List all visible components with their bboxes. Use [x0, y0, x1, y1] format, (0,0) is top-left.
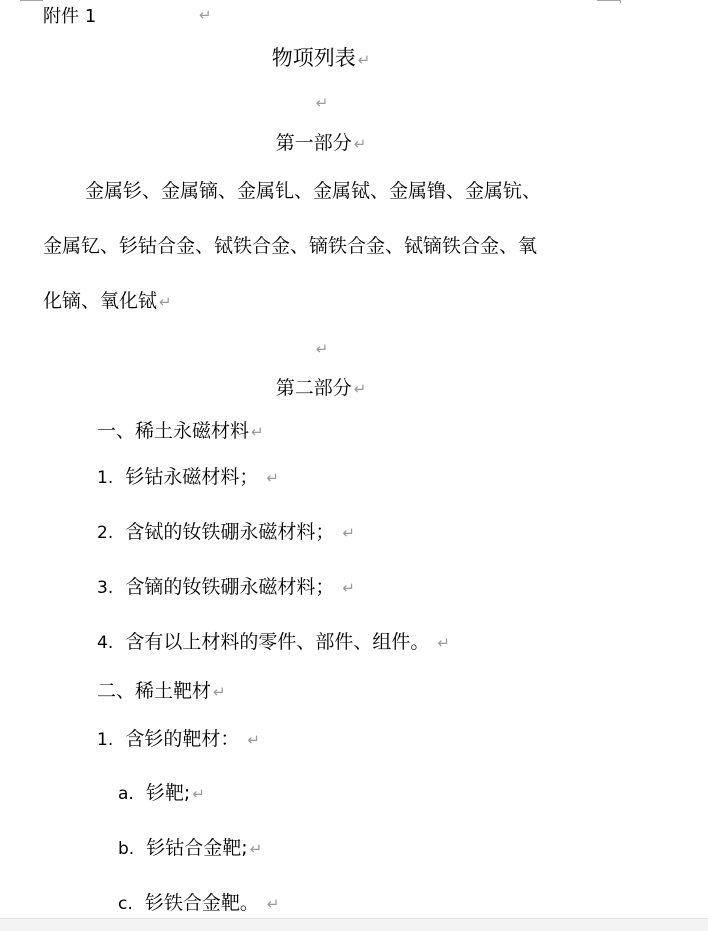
sub-list-item-text: 钐钴合金靶;: [146, 837, 248, 859]
part1-body-line-3: [43, 289, 172, 314]
sub-list-item-text: 钐靶;: [145, 782, 191, 804]
list-item-text: 钐钴永磁材料；: [125, 466, 259, 488]
status-bar-edge: [0, 918, 708, 931]
empty-paragraph: [0, 336, 642, 361]
crop-mark-right-h: [597, 0, 621, 1]
part1-heading: [0, 131, 642, 156]
paragraph-mark: ↵: [247, 731, 260, 749]
paragraph-mark: ↵: [266, 895, 280, 913]
list-item-number: 3.: [97, 578, 114, 598]
part1-heading-text: 第一部分: [275, 132, 352, 154]
part2-heading-text: 第二部分: [275, 377, 352, 399]
sub-list-item-letter: b.: [118, 839, 135, 859]
paragraph-mark: ↵: [353, 135, 367, 153]
paragraph-mark: ↵: [437, 634, 450, 652]
paragraph-mark: ↵: [249, 840, 263, 858]
part1-body-text: 金属钐、金属镝、金属钆、金属铽、金属镥、金属钪、: [85, 180, 542, 202]
section2-title: [97, 679, 226, 704]
paragraph-mark: ↵: [251, 423, 264, 441]
list-item-text: 含镝的钕铁硼永磁材料；: [125, 576, 335, 598]
paragraph-mark: ↵: [315, 340, 329, 358]
sub-list-item-letter: c.: [118, 894, 133, 914]
attachment-label: [43, 5, 96, 29]
list-item-number: 1.: [97, 468, 114, 488]
paragraph-mark: ↵: [353, 380, 367, 398]
part1-body-line-2: [43, 234, 537, 258]
list-item: [97, 727, 260, 752]
part1-body-text: 金属钇、钐钴合金、铽铁合金、镝铁合金、铽镝铁合金、氧: [43, 235, 538, 257]
paragraph-mark: ↵: [192, 785, 205, 803]
list-item-text: 含钐的靶材：: [125, 728, 240, 750]
list-item-number: 4.: [97, 633, 114, 653]
paragraph-mark: ↵: [213, 683, 226, 701]
section1-title: [97, 419, 264, 444]
part1-body-line-1: [85, 179, 541, 203]
list-item-text: 含铽的钕铁硼永磁材料；: [125, 521, 335, 543]
sub-list-item-letter: a.: [118, 784, 134, 804]
crop-mark-left-h: [20, 0, 43, 1]
part2-heading: [0, 376, 642, 401]
sub-list-item: [118, 781, 205, 806]
paragraph-mark: ↵: [357, 51, 371, 69]
list-item: [97, 465, 279, 490]
list-item: [97, 520, 355, 545]
list-item: [97, 575, 355, 600]
paragraph-mark: ↵: [159, 293, 172, 311]
attachment-label-text: 附件 1: [43, 6, 97, 27]
document-title: [0, 46, 642, 72]
list-item: [97, 630, 450, 655]
paragraph-mark: ↵: [315, 94, 329, 112]
list-item-number: 1.: [97, 730, 114, 750]
sub-list-item-text: 钐铁合金靶。: [144, 892, 259, 914]
paragraph-mark: ↵: [342, 579, 355, 597]
section1-title-text: 一、稀土永磁材料: [97, 420, 250, 442]
paragraph-mark: ↵: [266, 469, 279, 487]
document-title-text: 物项列表: [271, 46, 356, 70]
part1-body-text: 化镝、氧化铽: [43, 290, 158, 312]
empty-paragraph: [0, 90, 642, 115]
paragraph-mark: ↵: [342, 524, 355, 542]
crop-mark-right-v: [620, 0, 621, 3]
sub-list-item: [118, 836, 262, 861]
list-item-text: 含有以上材料的零件、部件、组件。: [125, 631, 430, 653]
list-item-number: 2.: [97, 523, 114, 543]
sub-list-item: [118, 891, 280, 916]
section2-title-text: 二、稀土靶材: [97, 680, 212, 702]
paragraph-mark: ↵: [199, 6, 212, 24]
